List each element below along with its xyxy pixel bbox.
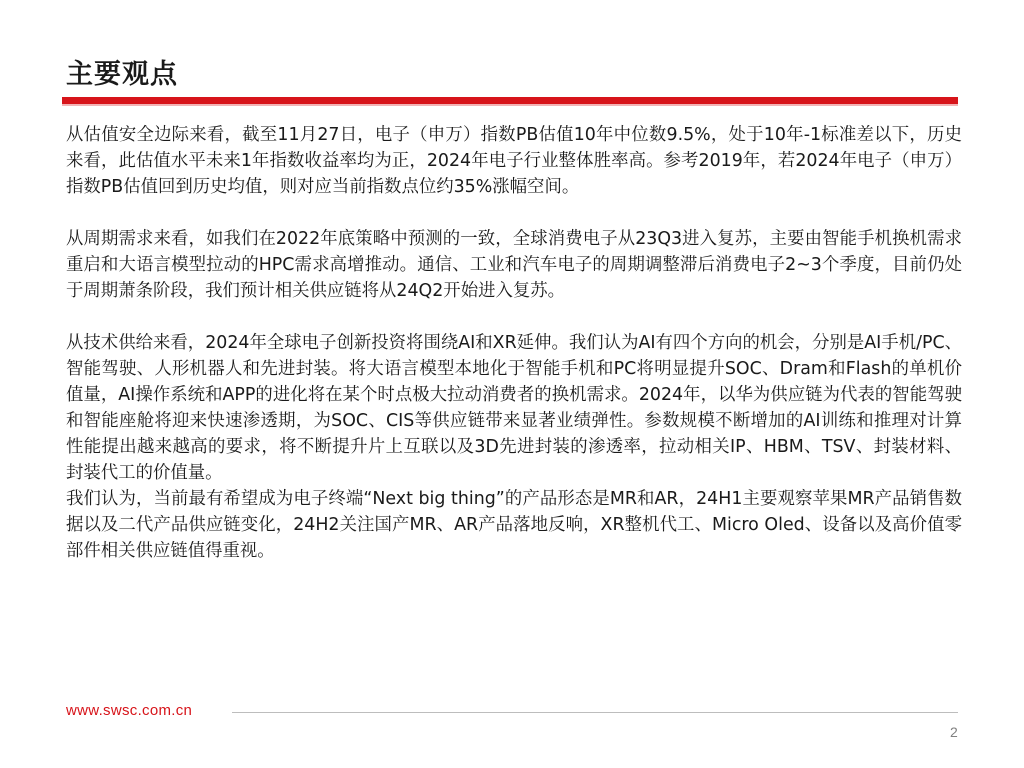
paragraph-tech-supply: 从技术供给来看，2024年全球电子创新投资将围绕AI和XR延伸。我们认为AI有四个方向的机会，分别是AI手机/PC、智能驾驶、人形机器人和先进封装。将大语言模型本地化于智能手机和PC将明显提升SOC、Dram和Flash的单机价值量，AI操作系统和APP的进化将在某个时点极大拉动消费者的换机需求。2024年，以华为供应链为代表的智能驾驶和智能座舱将迎来快速渗透期，为SOC、CIS等供应链带来显著业绩弹性。参数规模不断增加的AI训练和推理对计算性能提出越来越高的要求，将不断提升片上互联以及3D先进封装的渗透率，拉动相关IP、HBM、TSV、封装材料、封装代工的价值量。 — [66, 333, 962, 483]
footer-divider — [232, 712, 958, 713]
paragraph-valuation: 从估值安全边际来看，截至11月27日，电子（申万）指数PB估值10年中位数9.5%，处于10年-1标准差以下，历史来看，此估值水平未来1年指数收益率均为正，2024年电子行业整体胜率高。参考2019年，若2024年电子（申万）指数PB估值回到历史均值，则对应当前指数点位约35%涨幅空间。 — [66, 125, 962, 197]
footer-url: www.swsc.com.cn — [66, 702, 193, 719]
paragraph-cycle-demand: 从周期需求来看，如我们在2022年底策略中预测的一致，全球消费电子从23Q3进入复苏，主要由智能手机换机需求重启和大语言模型拉动的HPC需求高增推动。通信、工业和汽车电子的周期调整滞后消费电子2~3个季度，目前仍处于周期萧条阶段，我们预计相关供应链将从24Q2开始进入复苏。 — [66, 229, 962, 301]
title-divider — [62, 97, 958, 104]
main-content — [66, 122, 962, 564]
slide-title: 主要观点 — [66, 59, 178, 90]
paragraph-next-big-thing: 我们认为，当前最有希望成为电子终端“Next big thing”的产品形态是MR和AR，24H1主要观察苹果MR产品销售数据以及二代产品供应链变化，24H2关注国产MR、AR产品落地反响，XR整机代工、Micro Oled、设备以及高价值零部件相关供应链值得重视。 — [66, 489, 962, 561]
title-divider-shadow — [62, 104, 958, 106]
page-number: 2 — [950, 724, 958, 740]
